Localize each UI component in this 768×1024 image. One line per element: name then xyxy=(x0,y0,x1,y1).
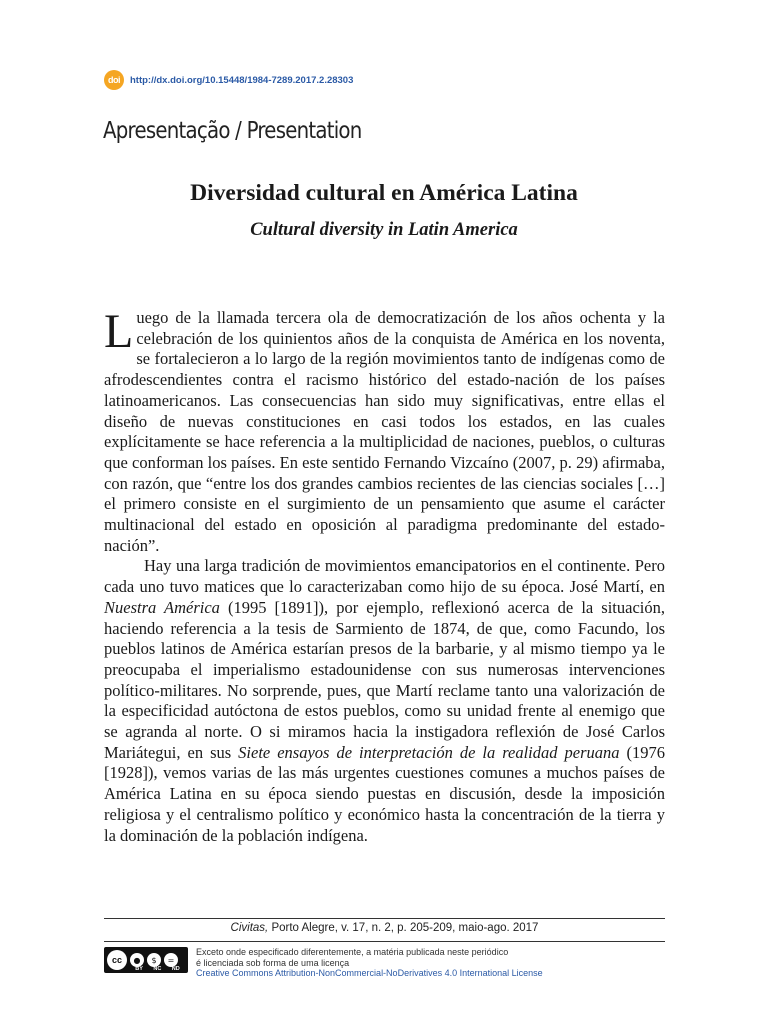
article-subtitle: Cultural diversity in Latin America xyxy=(250,220,518,240)
cc-label-nd: ND xyxy=(171,966,180,972)
journal-name: Civitas, xyxy=(230,922,269,934)
doi-icon: doi xyxy=(104,70,124,90)
cc-license-badge[interactable] xyxy=(104,947,188,973)
book-title-siete-ensayos: Siete ensayos de interpretación de la realidad peruana xyxy=(238,742,620,762)
cc-icon-strip xyxy=(130,953,178,967)
attribution-icon: ● xyxy=(130,953,144,967)
noderivatives-icon: = xyxy=(164,953,178,967)
doi-link[interactable]: http://dx.doi.org/10.15448/1984-7289.2017.2.28303 xyxy=(130,74,354,86)
drop-cap: L xyxy=(104,305,134,358)
paragraph-2-text-c: (1976 [1928]), vemos varias de las más urgentes cuestiones comunes a muchos países de América Latina en su época siendo puestas en discusión, desde la imposición religiosa y el centralismo político y económico hasta la concentración de la tierra y la dominación de la población indígena. xyxy=(104,742,666,845)
license-link[interactable]: Creative Commons Attribution-NonCommercial-NoDerivatives 4.0 International License xyxy=(196,968,543,978)
book-title-nuestra-america: Nuestra América xyxy=(104,597,220,617)
license-text xyxy=(196,947,543,979)
paragraph-2 xyxy=(104,556,665,846)
paragraph-2-text-a: Hay una larga tradición de movimientos emancipatorios en el continente. Pero cada uno tuvo matices que lo caracterizaban como hijo de su época. José Martí, en xyxy=(104,556,665,597)
section-label: Apresentação / Presentation xyxy=(103,118,362,144)
license-row xyxy=(104,947,543,979)
footer-rule-top xyxy=(104,918,665,919)
footer-rule-bottom xyxy=(104,941,665,942)
cc-label-by: BY xyxy=(135,966,143,972)
paragraph-1-text: uego de la llamada tercera ola de democratización de los años ochenta y la celebración de los quinientos años de la conquista de América en los noventa, se fortalecieron a lo largo de la región movimientos tanto de indígenas como de afrodescendientes contra el racismo histórico del estado-nación de los países latinoamericanos. Las consecuencias han sido muy significativas, entre ellas el diseño de nuevas constituciones en casi todos los estados, en las cuales explícitamente se hace referencia a la multiplicidad de naciones, pueblos, o culturas que conforman los países. En este sentido Fernando Vizcaíno (2007, p. 29) afirmaba, con razón, que “entre los dos grandes cambios recientes de las ciencias sociales […] el primero consiste en el surgimiento de un pensamiento que asume el carácter multinacional del estado en oposición al paradigma predominante del estado-nación”. xyxy=(104,308,665,555)
article-title: Diversidad cultural en América Latina xyxy=(190,180,578,206)
paragraph-1 xyxy=(104,305,665,556)
doi-row xyxy=(104,70,353,90)
cc-label-nc: NC xyxy=(153,966,162,972)
cc-labels xyxy=(130,966,185,972)
article-body xyxy=(104,305,666,846)
license-line-1: Exceto onde especificado diferentemente, a matéria publicada neste periódico xyxy=(196,947,509,957)
license-line-2: é licenciada sob forma de uma licença xyxy=(196,957,350,968)
citation-details: Porto Alegre, v. 17, n. 2, p. 205-209, maio-ago. 2017 xyxy=(271,922,539,934)
cc-icon: cc xyxy=(107,950,127,970)
noncommercial-icon: $ xyxy=(147,953,161,967)
footer-citation xyxy=(104,922,665,934)
paragraph-2-text-b: (1995 [1891]), por ejemplo, reflexionó acerca de la situación, haciendo referencia a la tesis de Sarmiento de 1874, de que, como Facundo, los pueblos latinos de América estarían presos de la barbarie, y al mismo tiempo ya le preocupaba el imperialismo estadounidense con sus numerosas intervenciones político-militares. No sorprende, pues, que Martí reclame tanto una valorización de la especificidad autóctona de estos pueblos, como su unidad frente al enemigo que se agranda al norte. O si miramos hacia la instigadora reflexión de José Carlos Mariátegui, en sus xyxy=(104,597,665,762)
